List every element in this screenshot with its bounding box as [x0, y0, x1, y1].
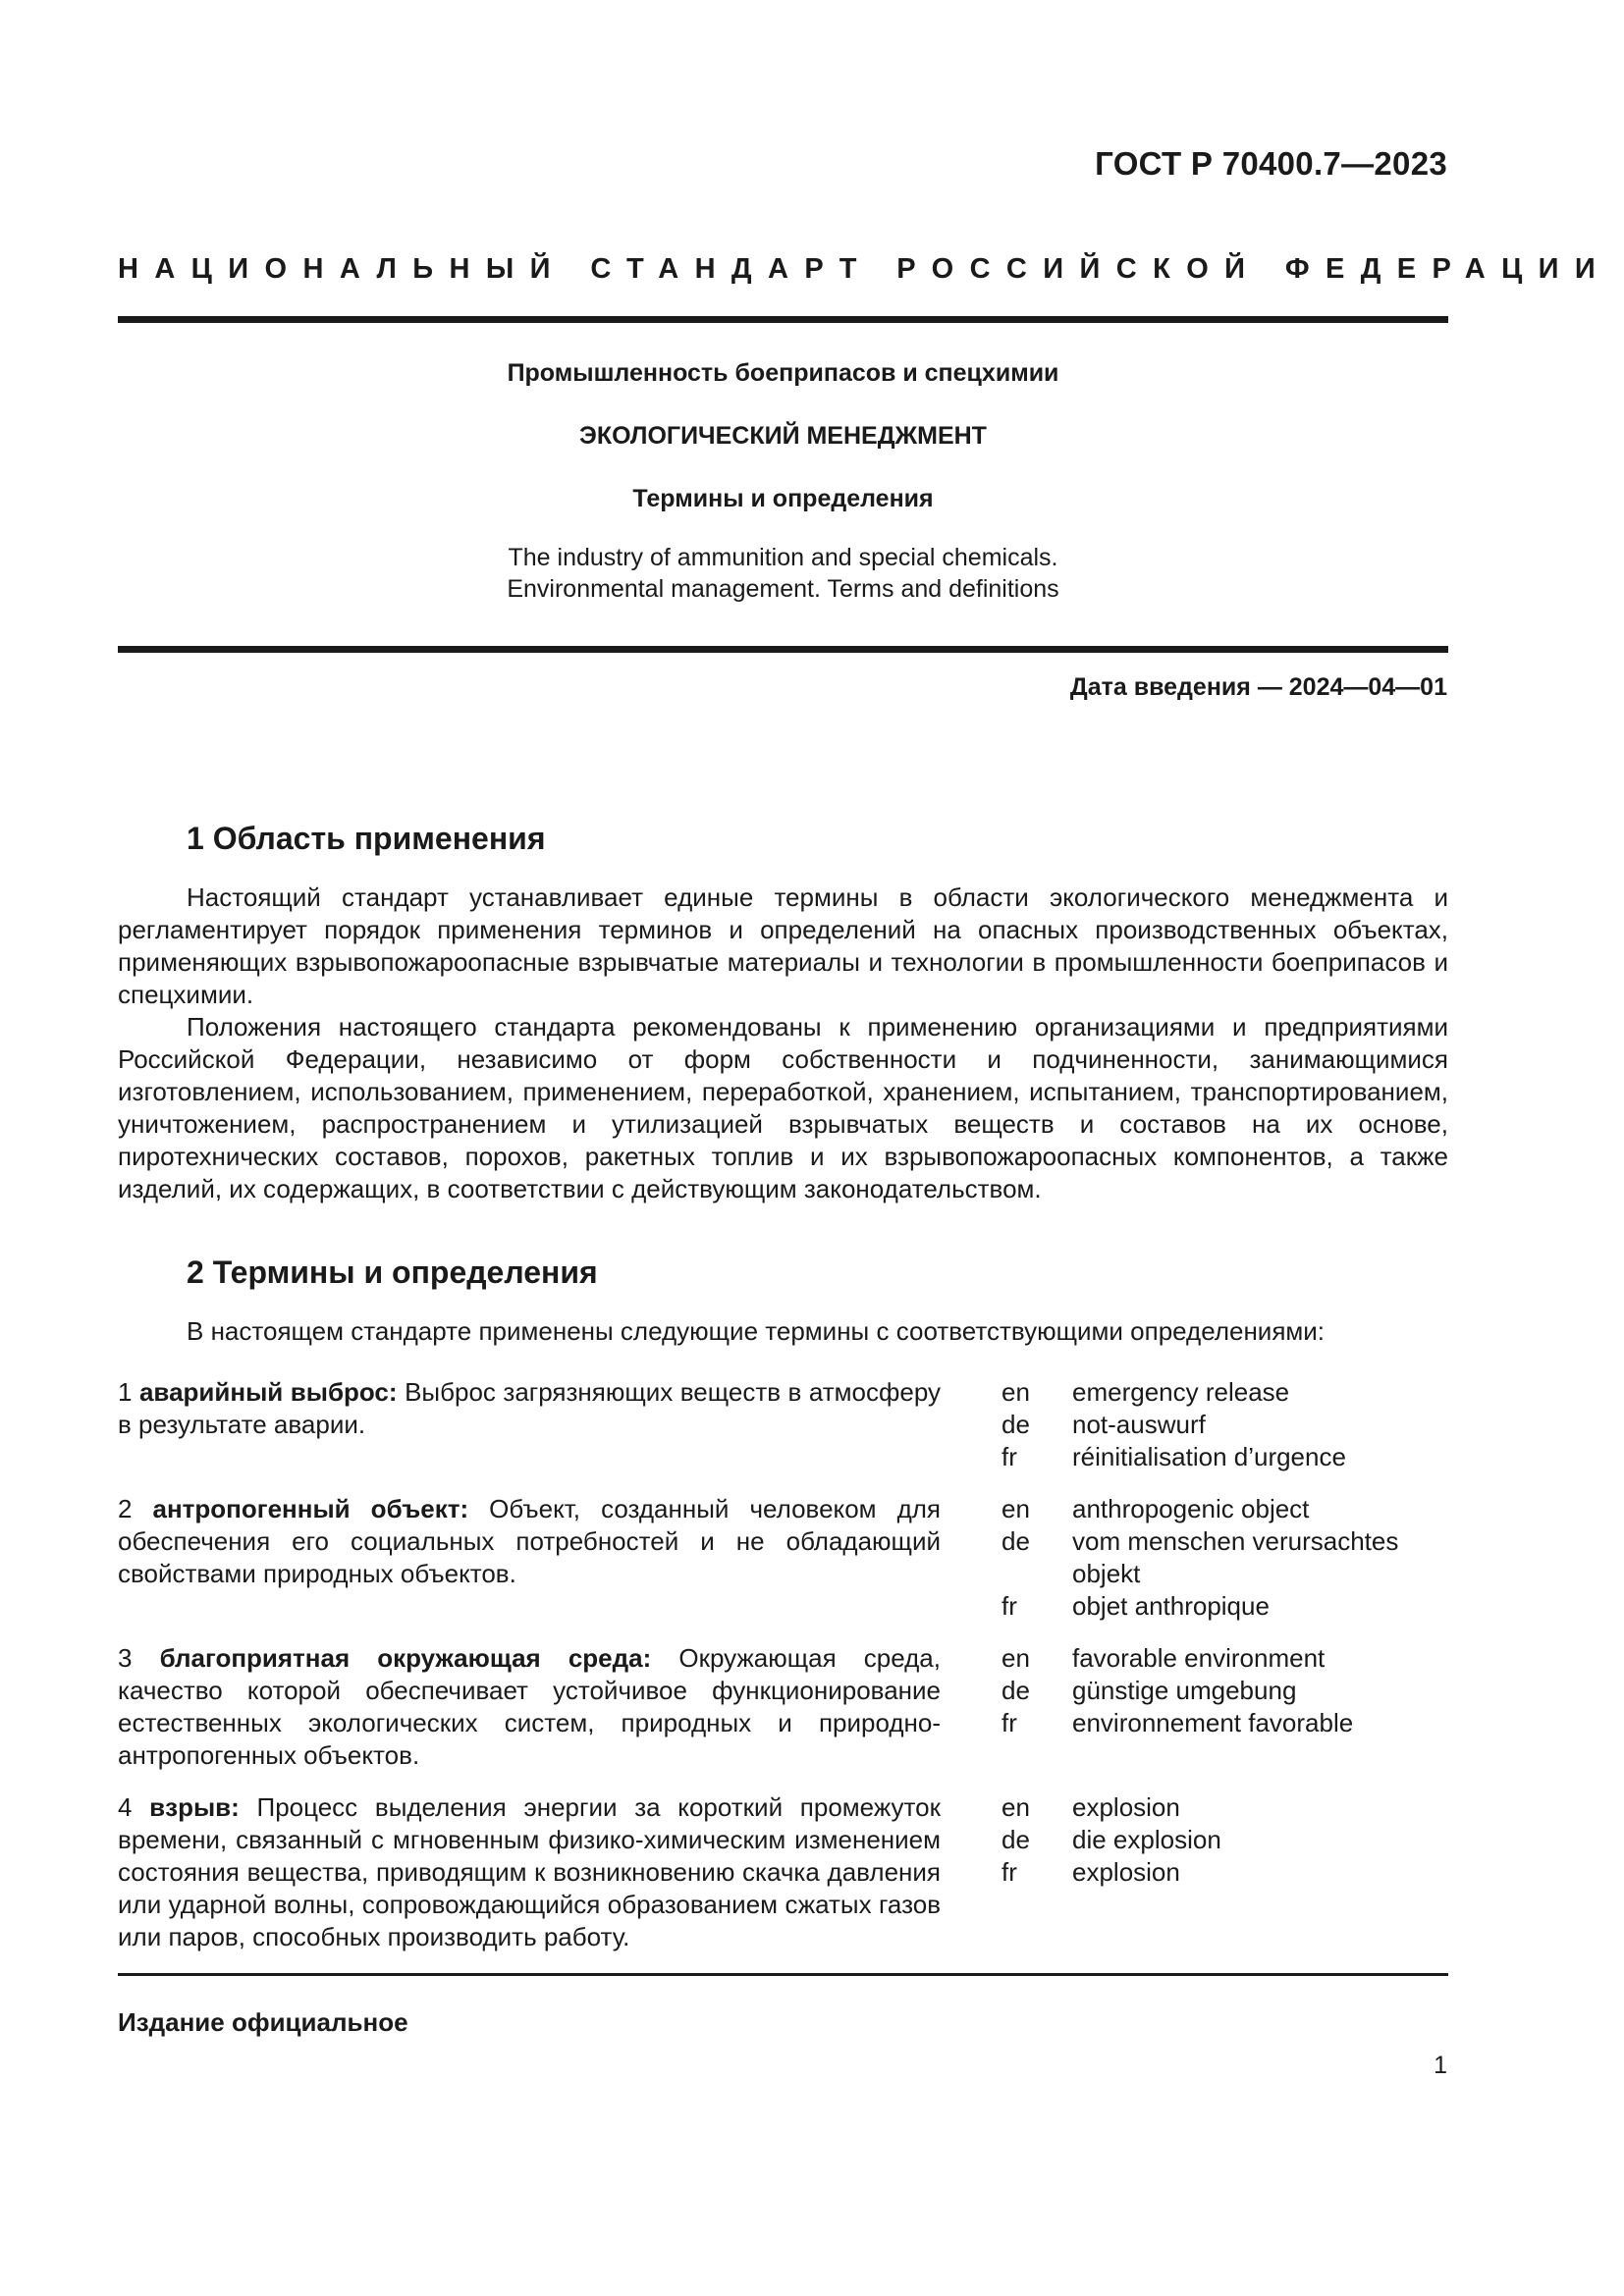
term-number: 3: [118, 1643, 133, 1673]
lang-code-de: de: [1001, 1825, 1030, 1854]
page-number: 1: [1434, 2052, 1447, 2079]
term-translations: [1001, 1376, 1448, 1473]
term-number: 4: [118, 1792, 133, 1822]
intro-date: Дата введения — 2024—04—01: [1069, 673, 1447, 701]
term-number: 1: [118, 1377, 133, 1407]
term-entry: [118, 1376, 1448, 1473]
term-definition-text: Окружающая среда, качество которой обеспечивает устойчивое функционирование естественных экологических систем, природных и природно-антропогенных объектов.: [118, 1643, 941, 1770]
title-bottom-rule: [118, 646, 1448, 653]
title-english: [118, 542, 1448, 605]
term-en: explosion: [1072, 1792, 1180, 1822]
term-de: günstige umgebung: [1072, 1676, 1297, 1705]
term-en: emergency release: [1072, 1377, 1290, 1407]
section-1-paragraph-1: Настоящий стандарт устанавливает единые термины в области экологического менеджмента и регламентирует порядок применения терминов и определений на опасных производственных объектах, применяющих взрывопожароопасные взрывчатые материалы и технологии в промышленности боеприпасов и спецхимии.: [118, 882, 1448, 1009]
term-de: not-auswurf: [1072, 1410, 1206, 1439]
term-definition: [118, 1642, 941, 1772]
term-de: die explosion: [1072, 1825, 1221, 1854]
section-1-heading: 1 Область применения: [187, 821, 546, 856]
footer-rule: [118, 1973, 1448, 1976]
lang-code-en: en: [1001, 1643, 1030, 1673]
lang-code-de: de: [1001, 1526, 1030, 1556]
term-en: anthropogenic object: [1072, 1494, 1310, 1523]
term-de: vom menschen verursachtes objekt: [1072, 1526, 1399, 1588]
term-translations: [1001, 1642, 1448, 1772]
term-translations: [1001, 1493, 1448, 1623]
term-definition-text: Процесс выделения энергии за короткий промежуток времени, связанный с мгновенным физико-химическим изменением состояния вещества, приводящим к возникновению скачка давления или ударной волны, сопровождающийся образованием сжатых газов или паров, способных производить работу.: [118, 1792, 941, 1951]
standard-number: ГОСТ Р 70400.7—2023: [1095, 145, 1447, 182]
term-entry: [118, 1493, 1448, 1623]
lang-code-en: en: [1001, 1377, 1030, 1407]
standard-type-heading: НАЦИОНАЛЬНЫЙ СТАНДАРТ РОССИЙСКОЙ ФЕДЕРАЦИИ: [118, 253, 1612, 285]
term-fr: environnement favorable: [1072, 1708, 1354, 1737]
section-2-intro-text: В настоящем стандарте применены следующие термины с соответствующими определениями:: [187, 1316, 1326, 1346]
term-name: взрыв:: [149, 1792, 240, 1822]
term-en: favorable environment: [1072, 1643, 1326, 1673]
title-main: ЭКОЛОГИЧЕСКИЙ МЕНЕДЖМЕНТ: [579, 422, 987, 450]
term-fr: explosion: [1072, 1857, 1180, 1887]
term-fr: réinitialisation d’urgence: [1072, 1442, 1346, 1471]
lang-code-de: de: [1001, 1410, 1030, 1439]
title-subtitle: Термины и определения: [632, 485, 934, 512]
lang-code-fr: fr: [1001, 1442, 1017, 1471]
title-english-line-1: The industry of ammunition and special chemicals.: [508, 544, 1058, 571]
term-fr: objet anthropique: [1072, 1591, 1270, 1621]
term-translations: [1001, 1791, 1448, 1953]
term-definition-text: Выброс загрязняющих веществ в атмосферу в результате аварии.: [118, 1377, 941, 1439]
title-industry: Промышленность боеприпасов и спецхимии: [507, 359, 1059, 387]
term-name: аварийный выброс:: [138, 1377, 398, 1407]
term-number: 2: [118, 1494, 133, 1523]
term-entry: [118, 1791, 1448, 1953]
section-1-paragraph-2: Положения настоящего стандарта рекомендованы к применению организациями и предприятиями Российской Федерации, независимо от форм собственности и подчиненности, занимающимися изготовлением, использованием, применением, переработкой, хранением, испытанием, транспортированием, уничтожением, распространением и утилизацией взрывчатых веществ и составов на их основе, пиротехнических составов, порохов, ракетных топлив и их взрывопожароопасных компонентов, а также изделий, их содержащих, в соответствии с действующим законодательством.: [118, 1012, 1448, 1203]
terms-list: [118, 1376, 1448, 1973]
title-english-line-2: Environmental management. Terms and definitions: [507, 575, 1059, 603]
lang-code-de: de: [1001, 1676, 1030, 1705]
lang-code-en: en: [1001, 1494, 1030, 1523]
lang-code-en: en: [1001, 1792, 1030, 1822]
term-definition-text: Объект, созданный человеком для обеспечения его социальных потребностей и не обладающий свойствами природных объектов.: [118, 1494, 941, 1588]
term-definition: [118, 1376, 941, 1473]
term-definition: [118, 1791, 941, 1953]
section-1-body: [118, 881, 1448, 1205]
term-name: благоприятная окружающая среда:: [159, 1643, 652, 1673]
section-2-heading: 2 Термины и определения: [187, 1255, 598, 1290]
lang-code-fr: fr: [1001, 1591, 1017, 1621]
term-definition: [118, 1493, 941, 1623]
lang-code-fr: fr: [1001, 1857, 1017, 1887]
term-name: антропогенный объект:: [152, 1494, 469, 1523]
top-rule: [118, 316, 1448, 323]
title-block: [118, 353, 1448, 605]
lang-code-fr: fr: [1001, 1708, 1017, 1737]
term-entry: [118, 1642, 1448, 1772]
edition-label: Издание официальное: [118, 2007, 408, 2037]
section-2-intro: [118, 1315, 1448, 1348]
